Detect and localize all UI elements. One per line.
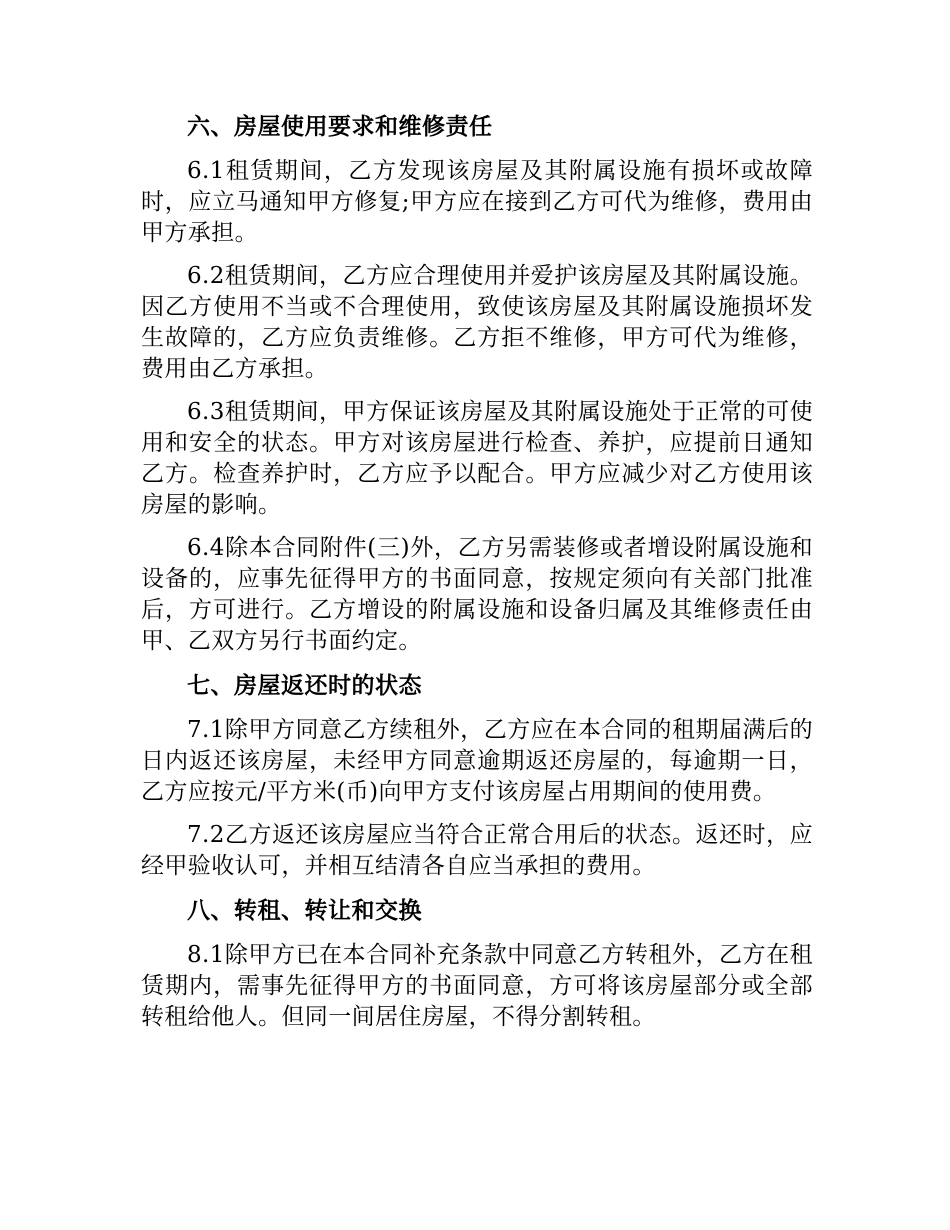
clause-7-1: 7.1除甲方同意乙方续租外，乙方应在本合同的租期届满后的日内返还该房屋，未经甲方同意逾期返还房屋的，每逾期一日，乙方应按元/平方米(币)向甲方支付该房屋占用期间的使用费。 bbox=[141, 717, 813, 805]
clause-8-1: 8.1除甲方已在本合同补充条款中同意乙方转租外，乙方在租赁期内，需事先征得甲方的书面同意，方可将该房屋部分或全部转租给他人。但同一间居住房屋，不得分割转租。 bbox=[141, 942, 813, 1030]
section-heading-7: 七、房屋返还时的状态 bbox=[187, 673, 422, 699]
section-heading-6: 六、房屋使用要求和维修责任 bbox=[187, 114, 493, 140]
clause-6-1: 6.1租赁期间，乙方发现该房屋及其附属设施有损坏或故障时，应立马通知甲方修复;甲方应在接到乙方可代为维修，费用由甲方承担。 bbox=[141, 158, 813, 246]
section-heading-8: 八、转租、转让和交换 bbox=[187, 898, 422, 924]
clause-6-4: 6.4除本合同附件(三)外，乙方另需装修或者增设附属设施和设备的，应事先征得甲方的书面同意，按规定须向有关部门批准后，方可进行。乙方增设的附属设施和设备归属及其维修责任由甲、乙双方另行书面约定。 bbox=[141, 535, 813, 654]
clause-7-2: 7.2乙方返还该房屋应当符合正常合用后的状态。返还时，应经甲验收认可，并相互结清各自应当承担的费用。 bbox=[141, 822, 813, 879]
clause-6-3: 6.3租赁期间，甲方保证该房屋及其附属设施处于正常的可使用和安全的状态。甲方对该房屋进行检查、养护，应提前日通知乙方。检查养护时，乙方应予以配合。甲方应减少对乙方使用该房屋的影响。 bbox=[141, 399, 813, 518]
clause-6-2: 6.2租赁期间，乙方应合理使用并爱护该房屋及其附属设施。因乙方使用不当或不合理使用，致使该房屋及其附属设施损坏发生故障的，乙方应负责维修。乙方拒不维修，甲方可代为维修，费用由乙方承担。 bbox=[141, 263, 813, 382]
document-page bbox=[141, 110, 813, 1045]
